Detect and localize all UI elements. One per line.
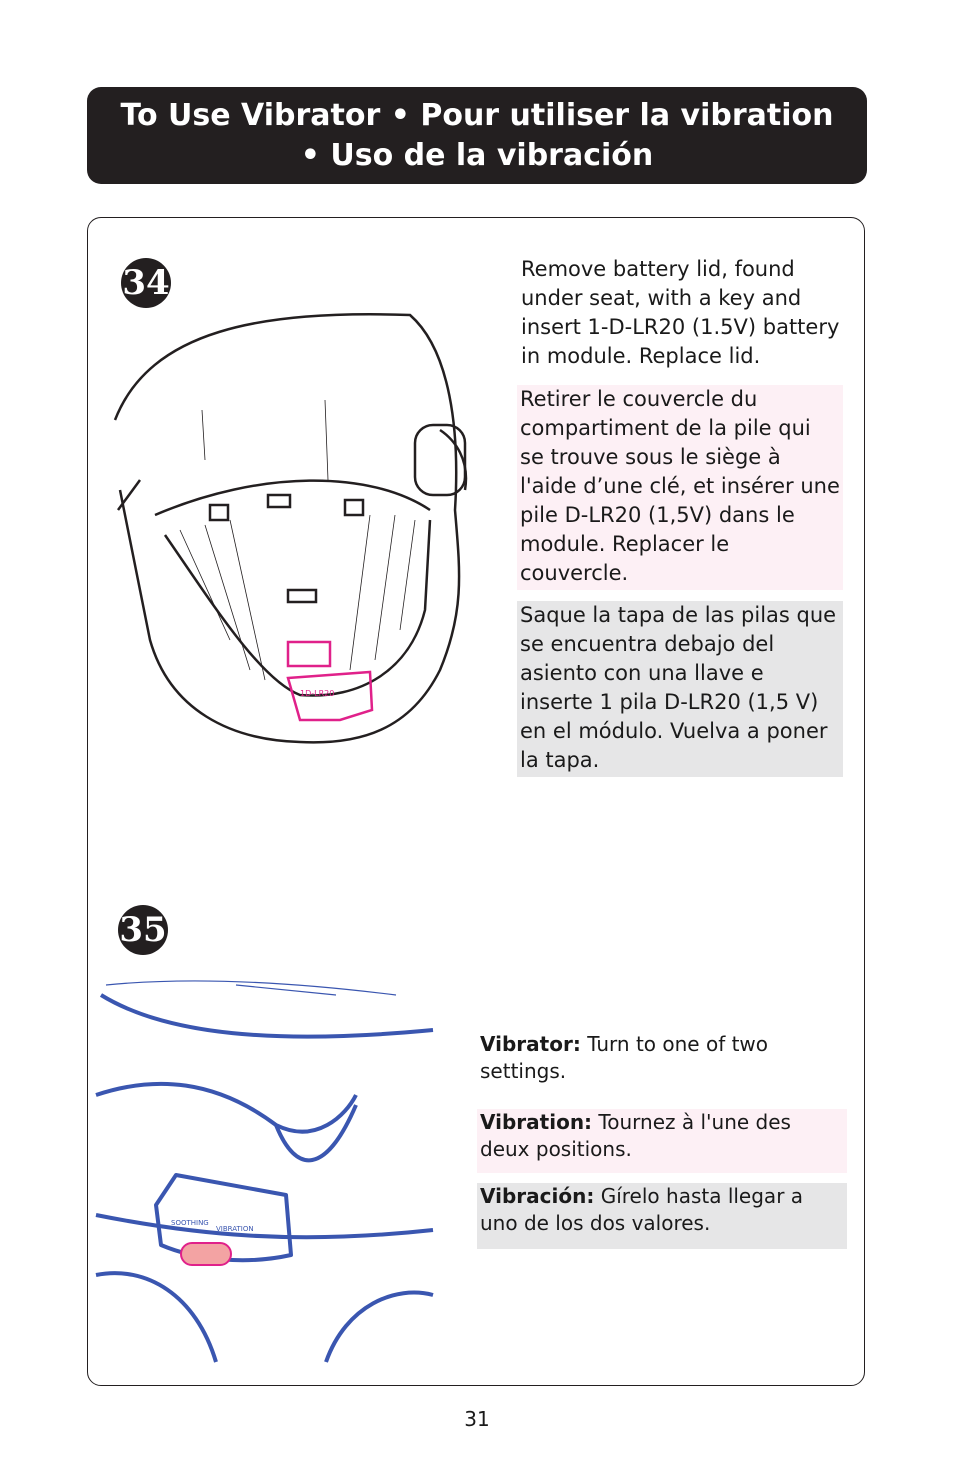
step-34-badge: 34: [121, 258, 171, 308]
step-35-fr-label: Vibration:: [480, 1110, 593, 1134]
step-35-badge: 35: [118, 905, 168, 955]
vibration-label: VIBRATION: [216, 1225, 254, 1233]
step-35-fr-text: Tournez à l'une des deux positions.: [480, 1110, 791, 1161]
step-35-es-label: Vibración:: [480, 1184, 595, 1208]
vibration-switch-illustration: [96, 975, 433, 1362]
step-34-text-en: Remove battery lid, found under seat, with a key and insert 1-D-LR20 (1.5V) battery in module. Replace lid.: [521, 257, 840, 368]
step-35-text-es-box: [477, 1183, 847, 1249]
step-34-text-fr: Retirer le couvercle du compartiment de la pile qui se trouve sous le siège à l'aide d’une clé, et insérer une pile D-LR20 (1,5V) dans le module. Replacer le couvercle.: [520, 387, 840, 585]
step-35-es-text: Gírelo hasta llegar a uno de los dos valores.: [480, 1184, 804, 1235]
step-34-text-fr-box: [517, 385, 843, 590]
battery-label: 1D-LR20: [300, 689, 335, 698]
page-header: [87, 87, 867, 184]
header-line-1: To Use Vibrator • Pour utiliser la vibration: [120, 97, 834, 133]
step-34-text-es: Saque la tapa de las pilas que se encuentra debajo del asiento con una llave e inserte 1 pila D-LR20 (1,5 V) en el módulo. Vuelva a poner la tapa.: [520, 603, 837, 772]
header-line-2: • Uso de la vibración: [300, 137, 654, 173]
battery-compartment-illustration: [110, 310, 480, 750]
step-34-text-es-box: [517, 601, 843, 777]
step-35-en-label: Vibrator:: [480, 1032, 581, 1056]
step-35-text-fr-box: [477, 1109, 847, 1173]
step-35-en-text: Turn to one of two settings.: [480, 1032, 769, 1083]
page-number: 31: [464, 1407, 490, 1431]
step-35-text-en: [477, 1031, 847, 1091]
soothing-label: SOOTHING: [171, 1219, 209, 1227]
